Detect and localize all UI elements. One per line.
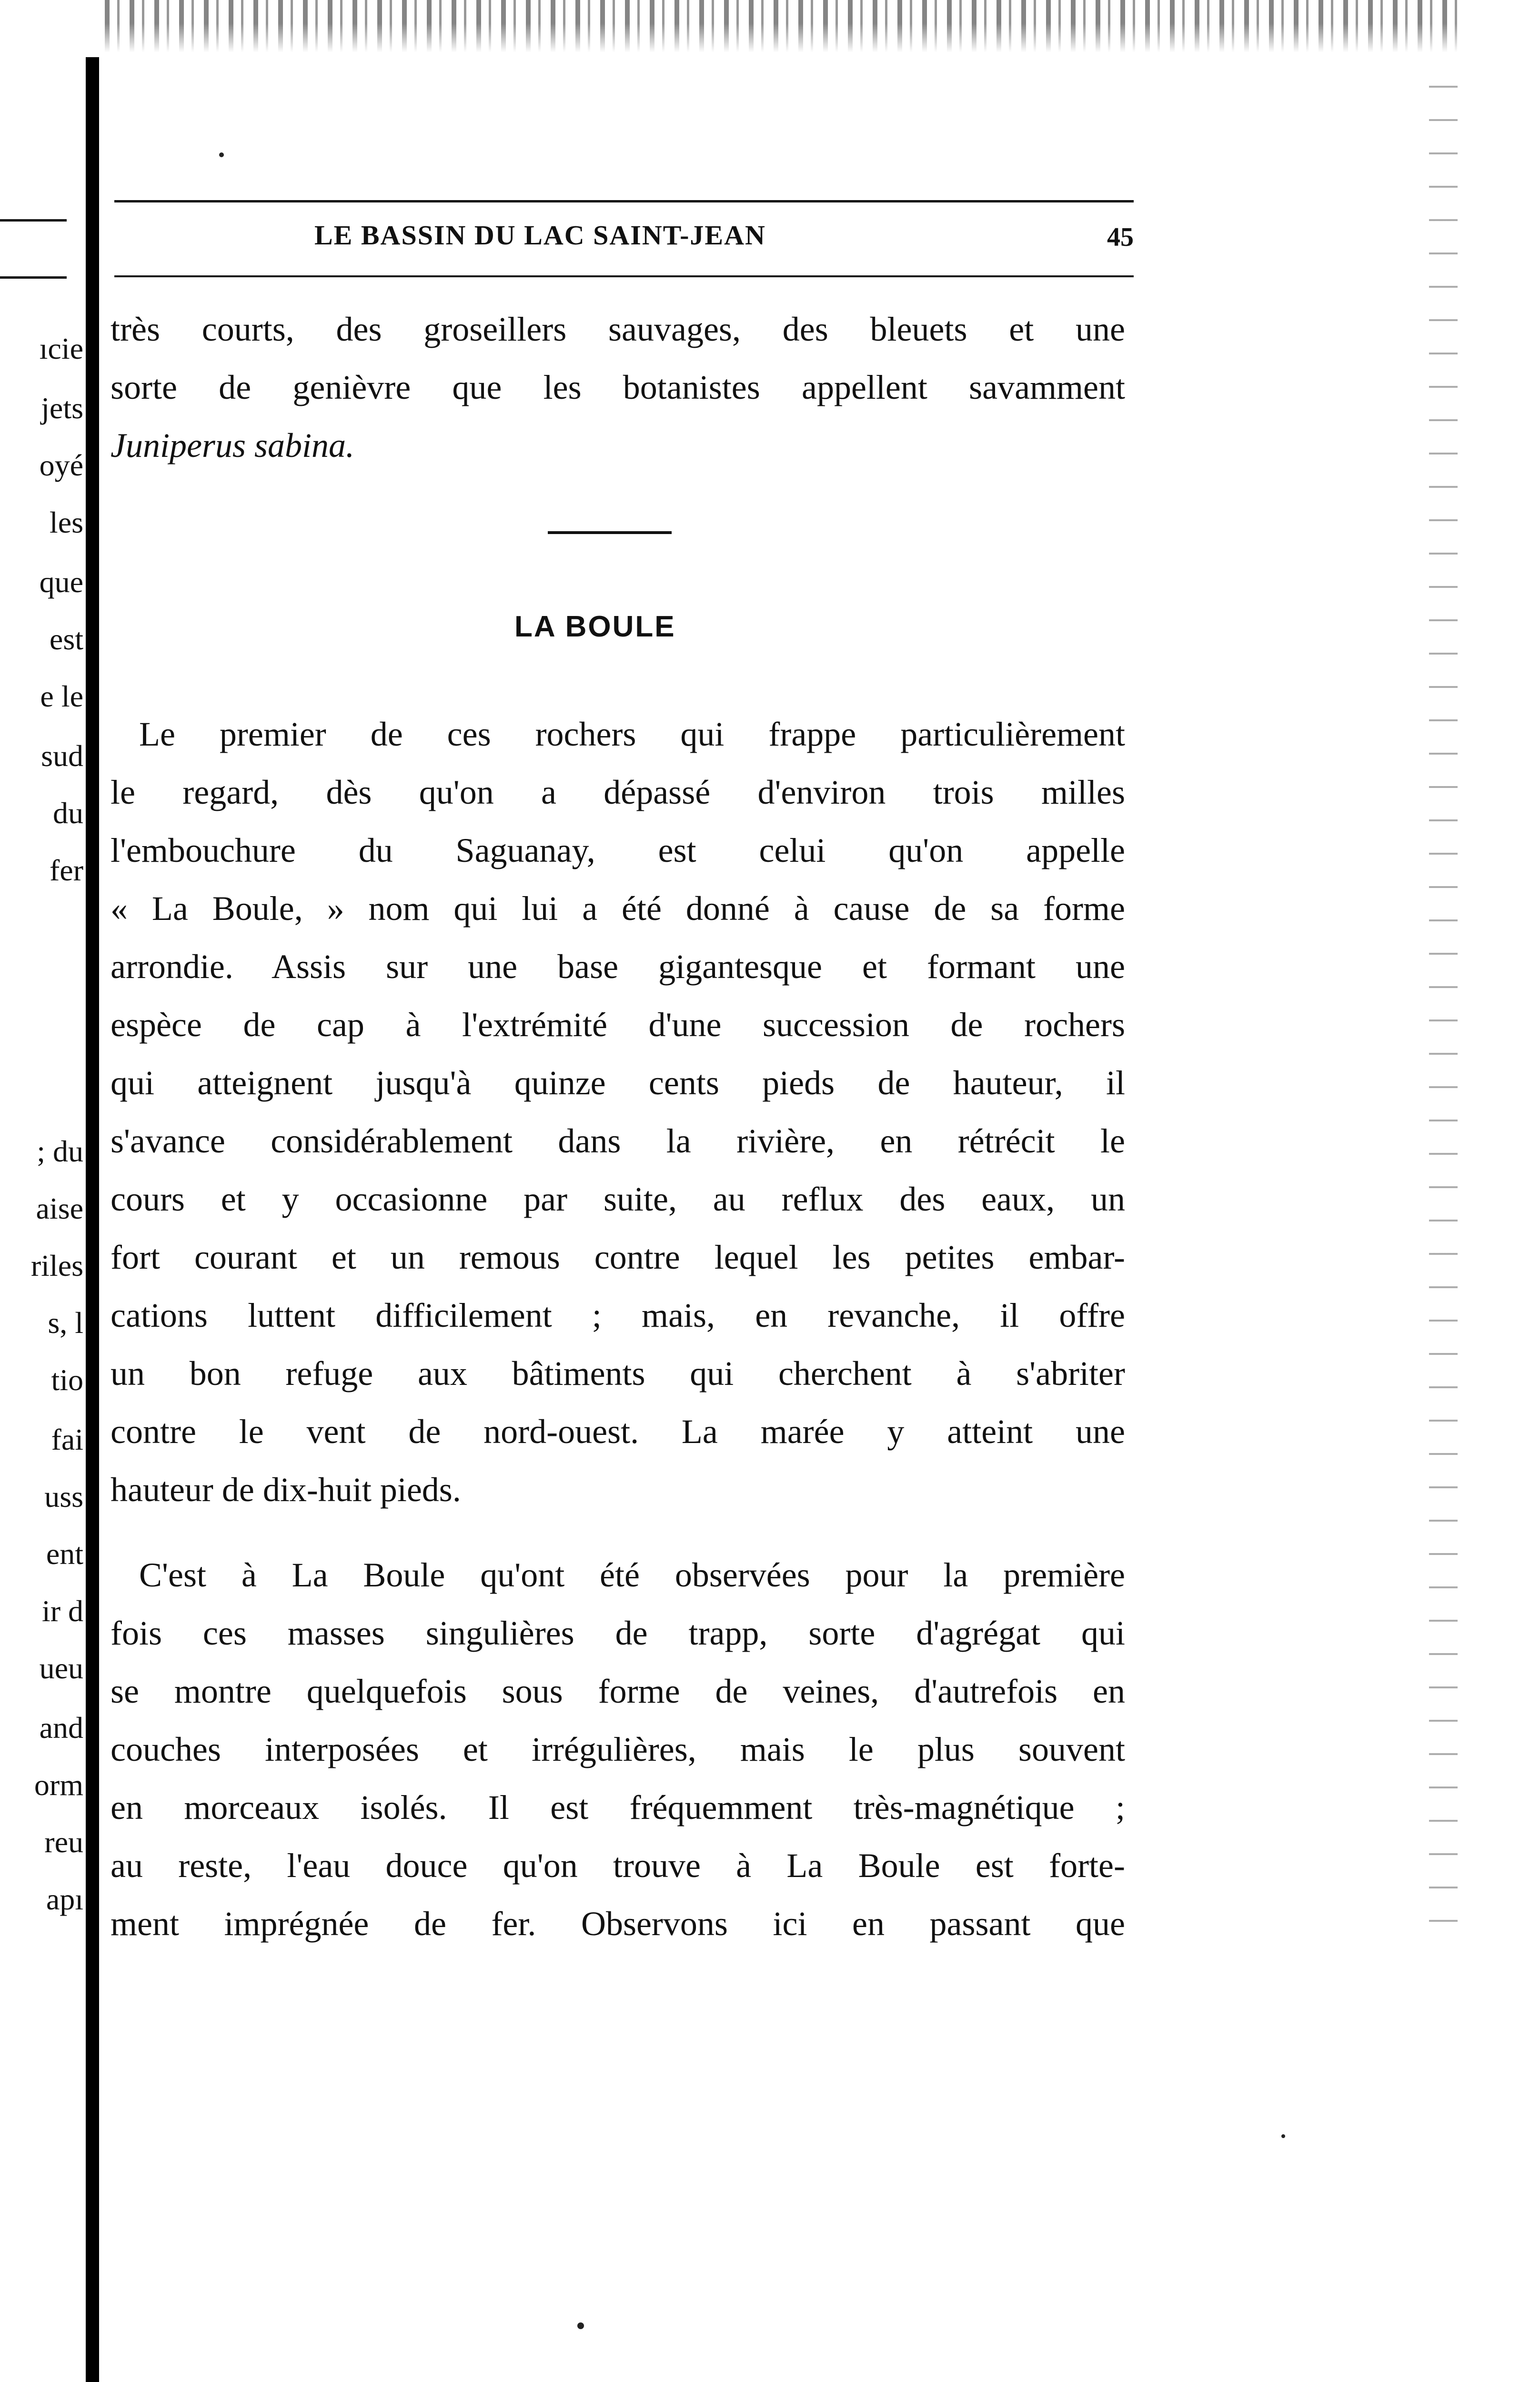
- bleed-fragment: fai: [51, 1423, 83, 1456]
- text-line: cations luttent difficilement ; mais, en revanche, il offre: [111, 1296, 1125, 1334]
- text-line-italic: Juniperus sabina.: [111, 426, 354, 464]
- bleed-fragment: ıcie: [39, 332, 83, 365]
- bleed-rule: [0, 219, 67, 222]
- bleed-fragment: oyé: [39, 448, 83, 482]
- text-line: le regard, dès qu'on a dépassé d'environ trois milles: [111, 773, 1125, 811]
- running-header: [114, 200, 1134, 281]
- binding-gutter-shadow: [86, 57, 99, 2382]
- text-line: arrondie. Assis sur une base gigantesque et formant une: [111, 948, 1125, 986]
- section-divider: [548, 531, 672, 534]
- page-number: 45: [1107, 222, 1134, 252]
- text-line: espèce de cap à l'extrémité d'une succession de rochers: [111, 1006, 1125, 1044]
- header-rule-bottom: [114, 275, 1134, 277]
- bleed-fragment: fer: [49, 853, 83, 887]
- bleed-fragment: and: [39, 1711, 83, 1745]
- bleed-fragment: riles: [30, 1249, 83, 1282]
- bleed-fragment: jets: [41, 391, 83, 425]
- bleed-fragment: sud: [41, 739, 83, 773]
- section-title: LA BOULE: [514, 610, 676, 643]
- bleed-rule: [0, 276, 67, 279]
- paragraph-1: [111, 705, 1125, 1519]
- text-line: hauteur de dix-huit pieds.: [111, 1471, 461, 1509]
- text-line: fois ces masses singulières de trapp, sorte d'agrégat qui: [111, 1614, 1125, 1652]
- text-line: cours et y occasionne par suite, au reflux des eaux, un: [111, 1180, 1125, 1218]
- ink-speck: [219, 152, 224, 157]
- text-line: sorte de genièvre que les botanistes appellent savamment: [111, 368, 1125, 406]
- bleed-fragment: que: [39, 565, 83, 599]
- text-line: Le premier de ces rochers qui frappe particulièrement: [139, 715, 1125, 753]
- bleed-fragment: tio: [51, 1363, 83, 1397]
- text-line: « La Boule, » nom qui lui a été donné à cause de sa forme: [111, 889, 1125, 928]
- text-line: l'embouchure du Saguanay, est celui qu'on appelle: [111, 831, 1125, 869]
- intro-paragraph: [111, 300, 1125, 474]
- bleed-fragment: ueu: [39, 1651, 83, 1685]
- ink-speck: [577, 2322, 584, 2329]
- bleed-fragment: apı: [46, 1882, 83, 1916]
- text-line: contre le vent de nord-ouest. La marée y atteint une: [111, 1413, 1125, 1451]
- text-line: ment imprégnée de fer. Observons ici en passant que: [111, 1905, 1125, 1943]
- bleed-fragment: du: [53, 796, 83, 830]
- text-line: couches interposées et irrégulières, mais le plus souvent: [111, 1730, 1125, 1768]
- bleed-fragment: uss: [44, 1480, 83, 1514]
- running-title: LE BASSIN DU LAC SAINT-JEAN: [314, 220, 766, 251]
- bleed-fragment: e le: [40, 679, 83, 713]
- bleed-fragment: orm: [34, 1768, 83, 1802]
- paragraph-2: [111, 1546, 1125, 1953]
- text-line: se montre quelquefois sous forme de veines, d'autrefois en: [111, 1672, 1125, 1710]
- scan-noise-top: [105, 0, 1467, 52]
- bleed-fragment: ent: [46, 1537, 83, 1571]
- bleed-fragment: reu: [44, 1825, 83, 1859]
- text-line: au reste, l'eau douce qu'on trouve à La Boule est forte-: [111, 1847, 1125, 1885]
- text-line: qui atteignent jusqu'à quinze cents pieds de hauteur, il: [111, 1064, 1125, 1102]
- text-line: un bon refuge aux bâtiments qui cherchent à s'abriter: [111, 1354, 1125, 1393]
- scan-noise-right: [1429, 86, 1458, 1944]
- text-line: très courts, des groseillers sauvages, des bleuets et une: [111, 310, 1125, 348]
- bleed-fragment: les: [49, 505, 83, 539]
- header-rule-top: [114, 200, 1134, 202]
- text-line: s'avance considérablement dans la rivière, en rétrécit le: [111, 1122, 1125, 1160]
- text-line: C'est à La Boule qu'ont été observées pour la première: [139, 1556, 1125, 1594]
- text-line: en morceaux isolés. Il est fréquemment très-magnétique ;: [111, 1788, 1125, 1827]
- bleed-fragment: ir d: [41, 1594, 83, 1628]
- previous-page-bleed: [0, 305, 83, 2020]
- bleed-fragment: aise: [36, 1191, 83, 1225]
- bleed-fragment: ; du: [37, 1134, 83, 1168]
- bleed-fragment: s, l: [48, 1306, 83, 1340]
- bleed-fragment: est: [49, 622, 83, 656]
- ink-speck: [1281, 2134, 1285, 2138]
- text-line: fort courant et un remous contre lequel les petites embar-: [111, 1238, 1125, 1276]
